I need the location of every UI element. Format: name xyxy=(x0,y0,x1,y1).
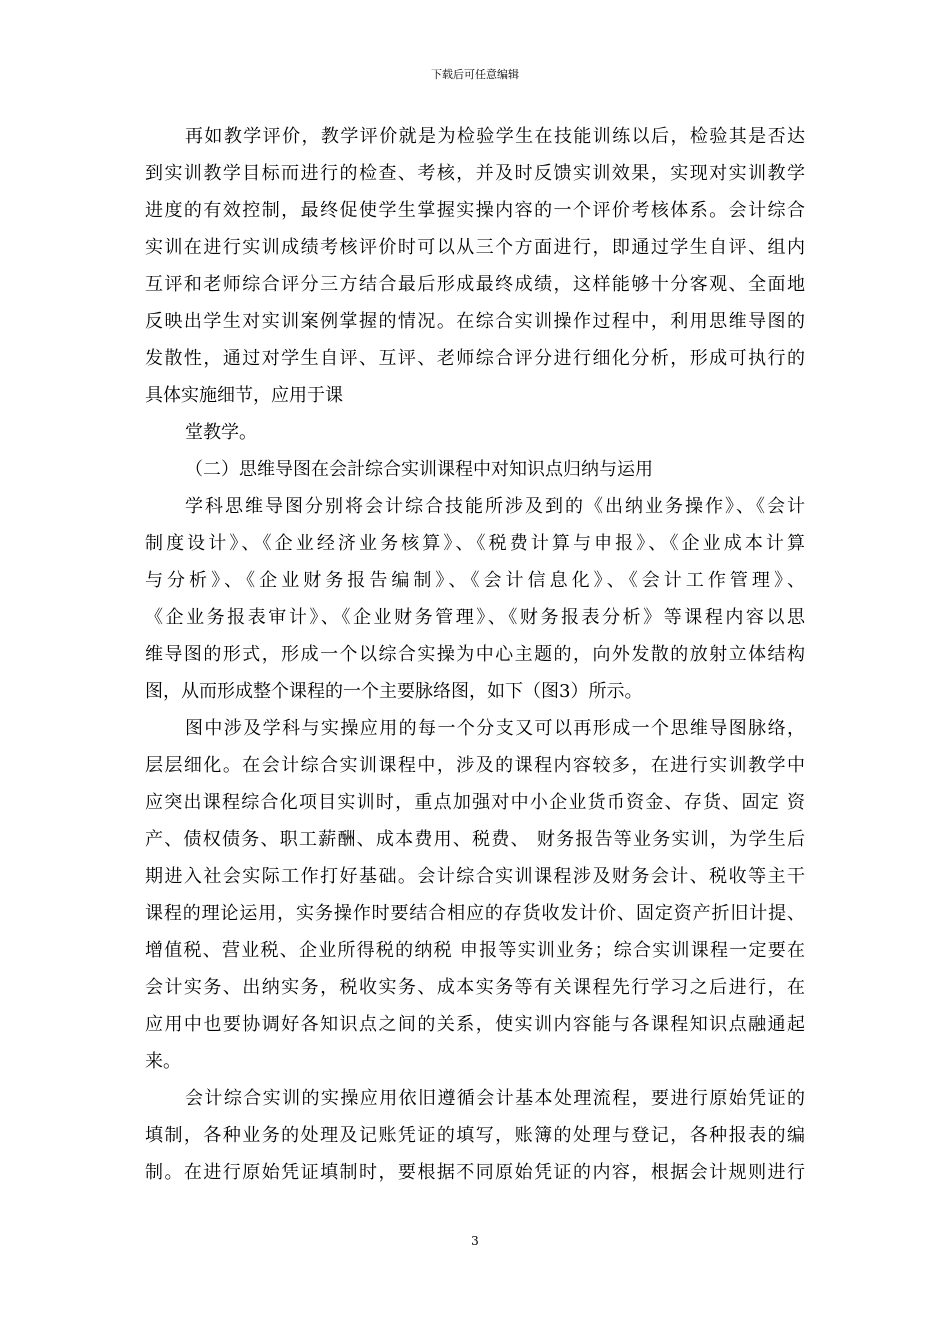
text-line: 来。 xyxy=(145,1051,181,1072)
page-header: 下载后可任意编辑 xyxy=(431,68,519,81)
text-line: 增值税、营业税、企业所得税的纳税 申报等实训业务；综合实训课程一定要在 xyxy=(145,940,805,961)
text-line: 制度设计》、《企业经济业务核算》、《税费计算与申报》、《企业成本计算 xyxy=(145,533,805,554)
text-line: （二）思维导图在会計综合实训课程中对知识点归纳与运用 xyxy=(185,459,653,480)
text-line: 制。在进行原始凭证填制时，要根据不同原始凭证的内容，根据会计规则进行 xyxy=(145,1162,805,1183)
text-line: 进度的有效控制，最终促使学生掌握实操内容的一个评价考核体系。会计综合 xyxy=(145,200,805,221)
text-line: 会计实务、出纳实务，税收实务、成本实务等有关课程先行学习之后进行，在 xyxy=(145,977,805,998)
text-line: 再如教学评价，教学评价就是为检验学生在技能训练以后，检验其是否达 xyxy=(185,126,805,147)
text-line: 堂教学。 xyxy=(185,422,257,443)
text-line: 课程的理论运用，实务操作时要结合相应的存货收发计价、固定资产折旧计提、 xyxy=(145,903,805,924)
text-line: 发散性，通过对学生自评、互评、老师综合评分进行细化分析，形成可执行的 xyxy=(145,348,805,369)
text-line: 到实训教学目标而进行的检查、考核，并及时反馈实训效果，实现对实训教学 xyxy=(145,163,805,184)
text-line: 层层细化。在会计综合实训课程中，涉及的课程内容较多，在进行实训教学中 xyxy=(145,755,805,776)
text-line: 具体实施细节，应用于课 xyxy=(145,385,343,406)
text-line: 图中涉及学科与实操应用的每一个分支又可以再形成一个思维导图脉络， xyxy=(185,718,805,739)
text-line: 填制，各种业务的处理及记账凭证的填写，账簿的处理与登记，各种报表的编 xyxy=(145,1125,805,1146)
text-line: 反映出学生对实训案例掌握的情况。在综合实训操作过程中，利用思维导图的 xyxy=(145,311,805,332)
text-line: 产、债权债务、职工薪酬、成本费用、税费、 财务报告等业务实训，为学生后 xyxy=(145,829,805,850)
text-line: 应突出课程综合化项目实训时，重点加强对中小企业货币资金、存货、固定 资 xyxy=(145,792,805,813)
text-line: 应用中也要协调好各知识点之间的关系，使实训内容能与各课程知识点融通起 xyxy=(145,1014,805,1035)
text-line: 期进入社会实际工作打好基础。会计综合实训课程涉及财务会计、税收等主干 xyxy=(145,866,805,887)
text-line: 会计综合实训的实操应用依旧遵循会计基本处理流程，要进行原始凭证的 xyxy=(185,1088,805,1109)
text-line: 学科思维导图分别将会计综合技能所涉及到的《出纳业务操作》、《会计 xyxy=(185,496,805,517)
text-line: 《企业务报表审计》、《企业财务管理》、《财务报表分析》等课程内容以思 xyxy=(145,607,805,628)
text-line: 维导图的形式，形成一个以综合实操为中心主题的，向外发散的放射立体结构 xyxy=(145,644,805,665)
text-line: 与分析》、《企业财务报告编制》、《会计信息化》、《会计工作管理》、 xyxy=(145,570,805,591)
text-line: 互评和老师综合评分三方结合最后形成最终成绩，这样能够十分客观、全面地 xyxy=(145,274,805,295)
text-line: 实训在进行实训成绩考核评价时可以从三个方面进行，即通过学生自评、组内 xyxy=(145,237,805,258)
text-line: 图，从而形成整个课程的一个主要脉络图，如下（图3）所示。 xyxy=(145,681,643,702)
page-number: 3 xyxy=(471,1234,479,1248)
